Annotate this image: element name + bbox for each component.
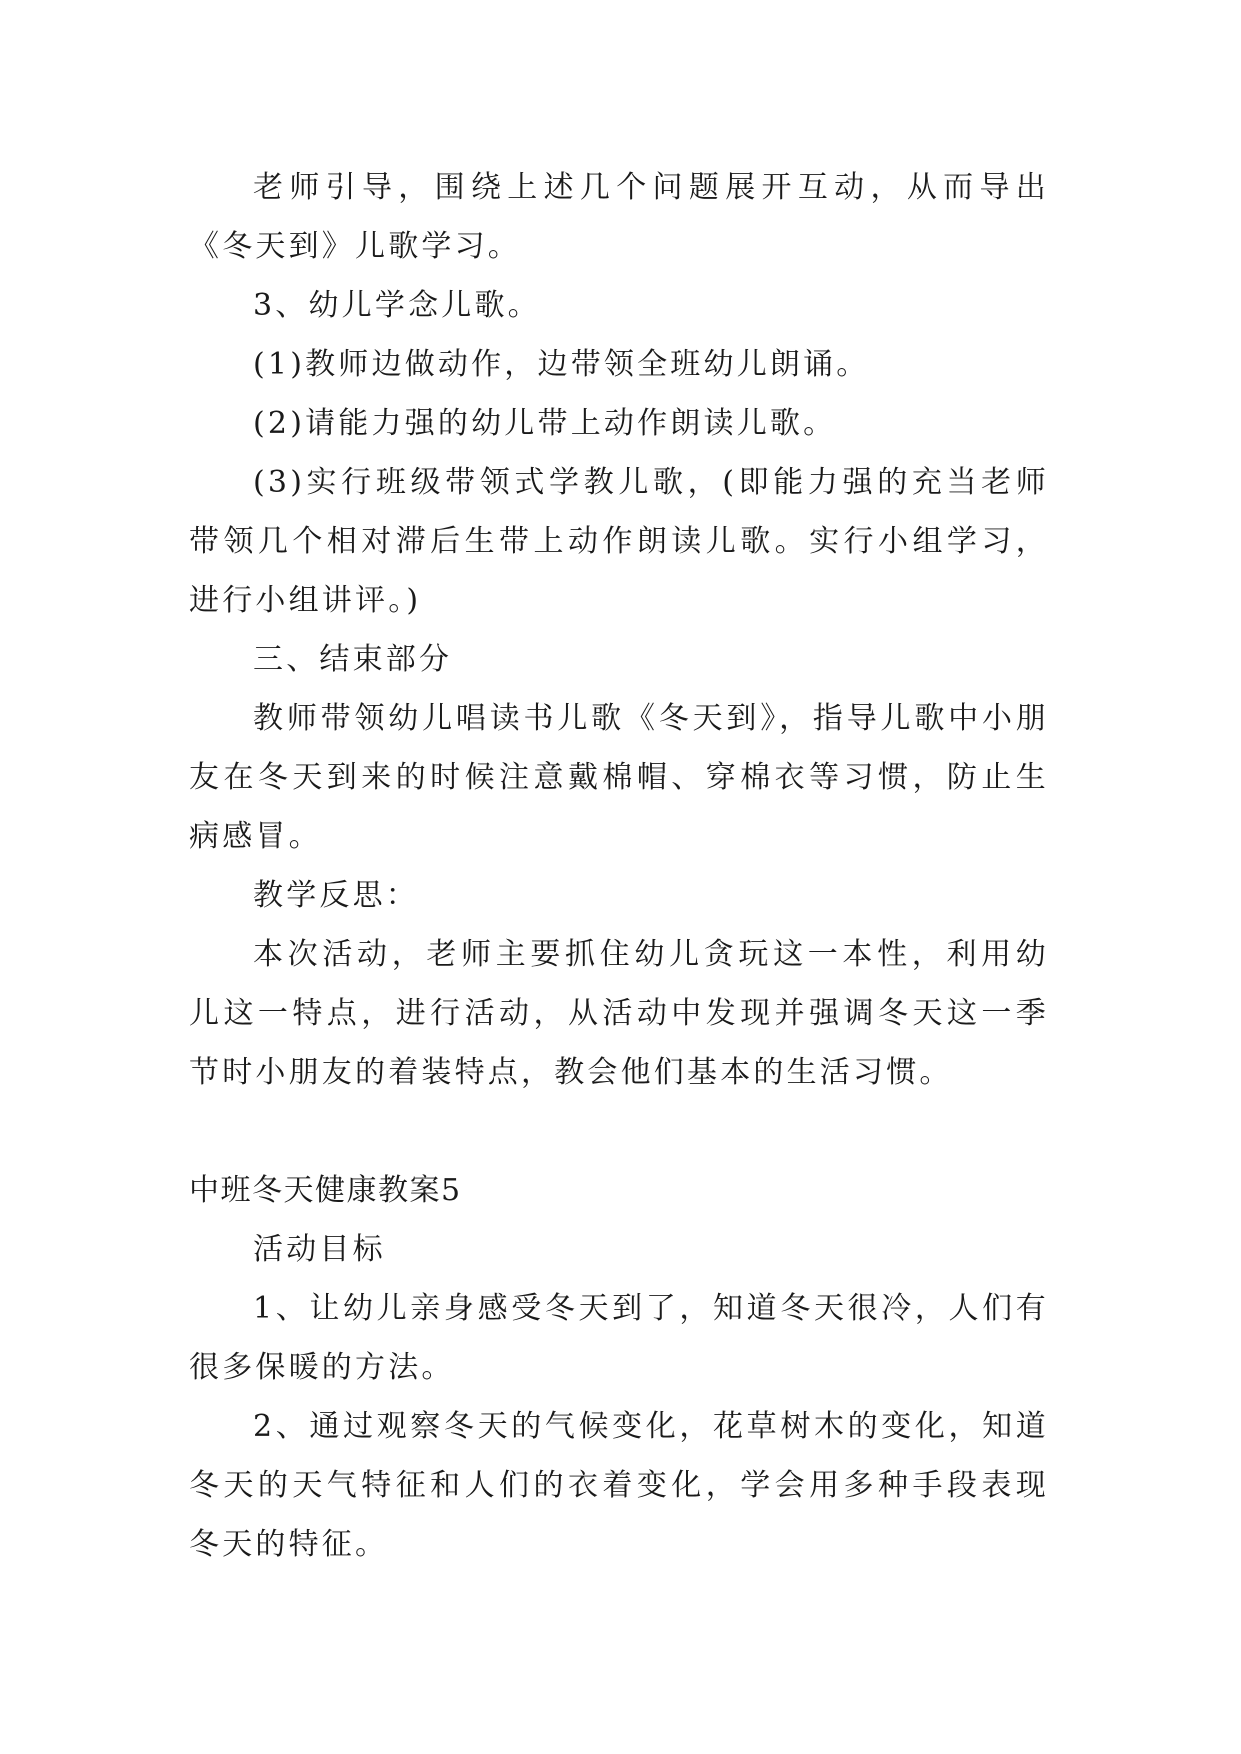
paragraph-reflection-heading: 教学反思： xyxy=(253,878,419,913)
section-gap xyxy=(189,1102,1049,1161)
paragraph-goal-1: 1、让幼儿亲身感受冬天到了，知道冬天很冷，人们有很多保暖的方法。 xyxy=(189,1291,1049,1385)
paragraph-substep-2: (2)请能力强的幼儿带上动作朗读儿歌。 xyxy=(253,406,837,441)
paragraph-goals-heading: 活动目标 xyxy=(253,1232,386,1267)
document-body xyxy=(189,158,1049,1574)
paragraph-goal-2: 2、通过观察冬天的气候变化，花草树木的变化，知道冬天的天气特征和人们的衣着变化，学会用多种手段表现冬天的特征。 xyxy=(189,1409,1049,1562)
paragraph-ending-content: 教师带领幼儿唱读书儿歌《冬天到》，指导儿歌中小朋友在冬天到来的时候注意戴棉帽、穿棉衣等习惯，防止生病感冒。 xyxy=(189,701,1049,854)
paragraph-substep-3: (3)实行班级带领式学教儿歌，(即能力强的充当老师带领几个相对滞后生带上动作朗读儿歌。实行小组学习，进行小组讲评。) xyxy=(189,465,1049,618)
paragraph-substep-1: (1)教师边做动作，边带领全班幼儿朗诵。 xyxy=(253,347,870,382)
paragraph-teacher-guidance: 老师引导，围绕上述几个问题展开互动，从而导出《冬天到》儿歌学习。 xyxy=(189,170,1049,264)
section-title: 中班冬天健康教案5 xyxy=(189,1173,462,1208)
paragraph-ending-section: 三、结束部分 xyxy=(253,642,453,677)
paragraph-step-3: 3、幼儿学念儿歌。 xyxy=(253,288,541,323)
paragraph-reflection-content: 本次活动，老师主要抓住幼儿贪玩这一本性，利用幼儿这一特点，进行活动，从活动中发现并强调冬天这一季节时小朋友的着装特点，教会他们基本的生活习惯。 xyxy=(189,937,1049,1090)
